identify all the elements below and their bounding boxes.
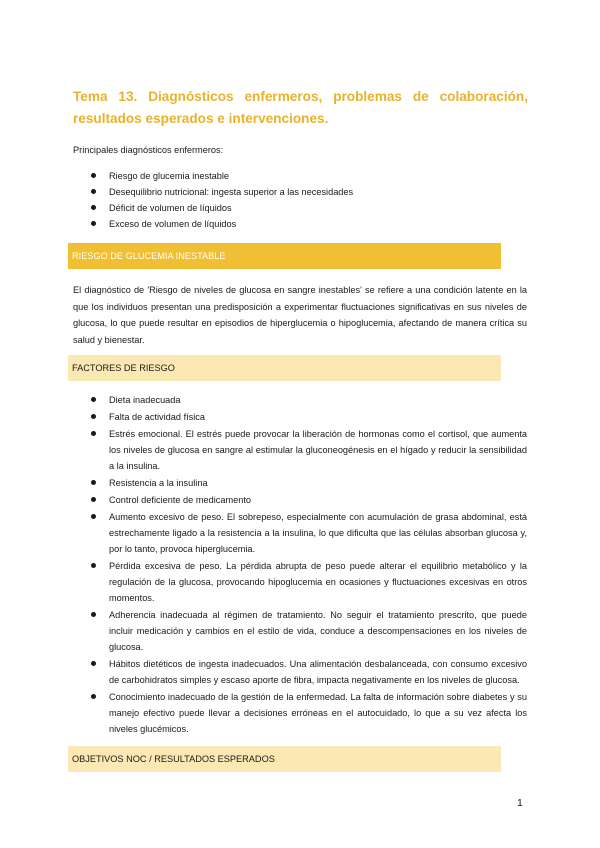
list-item: Riesgo de glucemia inestable [91, 168, 527, 184]
section-heading-factores-riesgo: FACTORES DE RIESGO [68, 355, 501, 381]
section-heading-objetivos-noc: OBJETIVOS NOC / RESULTADOS ESPERADOS [68, 746, 501, 772]
list-item: Pérdida excesiva de peso. La pérdida abrupta de peso puede alterar el equilibrio metabólico y la regulación de la glucosa, provocando hipoglucemia en ocasiones y fluctuaciones excesivas en otros momentos. [91, 558, 527, 606]
list-item: Desequilibrio nutricional: ingesta superior a las necesidades [91, 184, 527, 200]
risk-factors-list [91, 392, 527, 738]
list-item: Adherencia inadecuada al régimen de tratamiento. No seguir el tratamiento prescrito, que puede incluir medicación y cambios en el estilo de vida, conduce a descompensaciones en los niveles de glucosa. [91, 607, 527, 655]
section-paragraph: El diagnóstico de 'Riesgo de niveles de glucosa en sangre inestables' se refiere a una condición latente en la que los individuos presentan una predisposición a experimentar fluctuaciones significativas en sus niveles de glucosa, lo que puede resultar en episodios de hiperglucemia o hipoglucemia, afectando de manera crítica su salud y bienestar. [73, 285, 527, 345]
diagnoses-list [91, 168, 527, 232]
list-item: Falta de actividad física [91, 409, 527, 425]
page-title: Tema 13. Diagnósticos enfermeros, problemas de colaboración, resultados esperados e intervenciones. [73, 89, 528, 126]
page-number: 1 [517, 797, 523, 809]
list-item: Hábitos dietéticos de ingesta inadecuados. Una alimentación desbalanceada, con consumo excesivo de carbohidratos simples y escaso aporte de fibra, impacta negativamente en los niveles de glucosa. [91, 656, 527, 688]
section-heading-riesgo-glucemia: RIESGO DE GLUCEMIA INESTABLE [68, 243, 501, 269]
list-item: Resistencia a la insulina [91, 475, 527, 491]
list-item: Exceso de volumen de líquidos [91, 216, 527, 232]
list-item: Control deficiente de medicamento [91, 492, 527, 508]
list-item: Dieta inadecuada [91, 392, 527, 408]
intro-text: Principales diagnósticos enfermeros: [73, 145, 224, 155]
list-item: Aumento excesivo de peso. El sobrepeso, especialmente con acumulación de grasa abdominal, está estrechamente ligado a la resistencia a la insulina, lo que dificulta que las células absorban glucosa y, por lo tanto, provoca hiperglucemia. [91, 509, 527, 557]
list-item: Estrés emocional. El estrés puede provocar la liberación de hormonas como el cortisol, que aumenta los niveles de glucosa en sangre al estimular la gluconeogénesis en el hígado y reducir la sensibilidad a la insulina. [91, 426, 527, 474]
list-item: Conocimiento inadecuado de la gestión de la enfermedad. La falta de información sobre diabetes y su manejo efectivo puede llevar a decisiones erróneas en el autocuidado, lo que a su vez afecta los niveles glucémicos. [91, 689, 527, 737]
list-item: Déficit de volumen de líquidos [91, 200, 527, 216]
